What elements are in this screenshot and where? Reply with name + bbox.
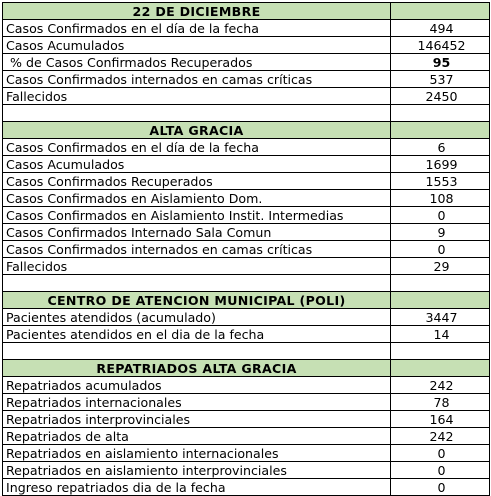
row-value: 3447 [391, 309, 490, 326]
row-value: 29 [391, 258, 490, 275]
row-label: Repatriados en aislamiento interprovinciales [3, 462, 391, 479]
row-value: 9 [391, 224, 490, 241]
table-row [3, 462, 490, 479]
row-value: 0 [391, 241, 490, 258]
row-label: Casos Confirmados en el día de la fecha [3, 139, 391, 156]
row-label: % de Casos Confirmados Recuperados [3, 54, 391, 71]
table-row [3, 241, 490, 258]
covid-report-table [2, 2, 490, 496]
header-empty-cell [391, 292, 490, 309]
row-value: 2450 [391, 88, 490, 105]
row-value: 6 [391, 139, 490, 156]
row-label: Casos Acumulados [3, 156, 391, 173]
table-row [3, 54, 490, 71]
table-row [3, 428, 490, 445]
table-row [3, 190, 490, 207]
row-value: 242 [391, 377, 490, 394]
table-row [3, 88, 490, 105]
section-title: REPATRIADOS ALTA GRACIA [3, 360, 391, 377]
table-row [3, 37, 490, 54]
table-row [3, 411, 490, 428]
table-row [3, 258, 490, 275]
table-row [3, 224, 490, 241]
row-value: 95 [391, 54, 490, 71]
row-label: Pacientes atendidos (acumulado) [3, 309, 391, 326]
header-empty-cell [391, 360, 490, 377]
section-header-repatriados [3, 360, 490, 377]
spacer-cell [391, 275, 490, 292]
row-value: 0 [391, 479, 490, 496]
row-label: Casos Confirmados en Aislamiento Dom. [3, 190, 391, 207]
row-value: 78 [391, 394, 490, 411]
row-value: 0 [391, 462, 490, 479]
spacer-cell [391, 343, 490, 360]
table-row [3, 309, 490, 326]
header-empty-cell [391, 122, 490, 139]
row-value: 164 [391, 411, 490, 428]
row-label: Repatriados interprovinciales [3, 411, 391, 428]
row-value: 108 [391, 190, 490, 207]
spacer-row [3, 275, 490, 292]
table-row [3, 156, 490, 173]
row-value: 0 [391, 207, 490, 224]
row-label: Casos Confirmados en Aislamiento Instit. Intermedias [3, 207, 391, 224]
row-value: 146452 [391, 37, 490, 54]
header-empty-cell [391, 3, 490, 20]
row-value: 1553 [391, 173, 490, 190]
table-row [3, 479, 490, 496]
section-title: CENTRO DE ATENCION MUNICIPAL (POLI) [3, 292, 391, 309]
table-row [3, 394, 490, 411]
table-row [3, 173, 490, 190]
row-label: Pacientes atendidos en el dia de la fecha [3, 326, 391, 343]
table-row [3, 207, 490, 224]
table-row [3, 326, 490, 343]
table-row [3, 71, 490, 88]
section-header-date [3, 3, 490, 20]
spacer-cell [3, 105, 391, 122]
table-row [3, 377, 490, 394]
row-value: 14 [391, 326, 490, 343]
section-header-poli [3, 292, 490, 309]
row-value: 1699 [391, 156, 490, 173]
spacer-row [3, 343, 490, 360]
row-label: Repatriados de alta [3, 428, 391, 445]
row-label: Casos Confirmados Internado Sala Comun [3, 224, 391, 241]
row-label: Casos Acumulados [3, 37, 391, 54]
spacer-cell [3, 343, 391, 360]
spacer-cell [3, 275, 391, 292]
row-label: Repatriados en aislamiento internacionales [3, 445, 391, 462]
row-value: 0 [391, 445, 490, 462]
row-label: Repatriados internacionales [3, 394, 391, 411]
section-header-alta-gracia [3, 122, 490, 139]
row-label: Fallecidos [3, 258, 391, 275]
table-row [3, 20, 490, 37]
table-row [3, 445, 490, 462]
row-label: Repatriados acumulados [3, 377, 391, 394]
spacer-cell [391, 105, 490, 122]
table-row [3, 139, 490, 156]
row-label: Casos Confirmados Recuperados [3, 173, 391, 190]
section-title: 22 DE DICIEMBRE [3, 3, 391, 20]
row-label: Ingreso repatriados dia de la fecha [3, 479, 391, 496]
section-title: ALTA GRACIA [3, 122, 391, 139]
row-label: Casos Confirmados internados en camas críticas [3, 241, 391, 258]
row-value: 494 [391, 20, 490, 37]
row-label: Casos Confirmados internados en camas críticas [3, 71, 391, 88]
row-label: Fallecidos [3, 88, 391, 105]
row-value: 242 [391, 428, 490, 445]
row-label: Casos Confirmados en el día de la fecha [3, 20, 391, 37]
spacer-row [3, 105, 490, 122]
row-value: 537 [391, 71, 490, 88]
